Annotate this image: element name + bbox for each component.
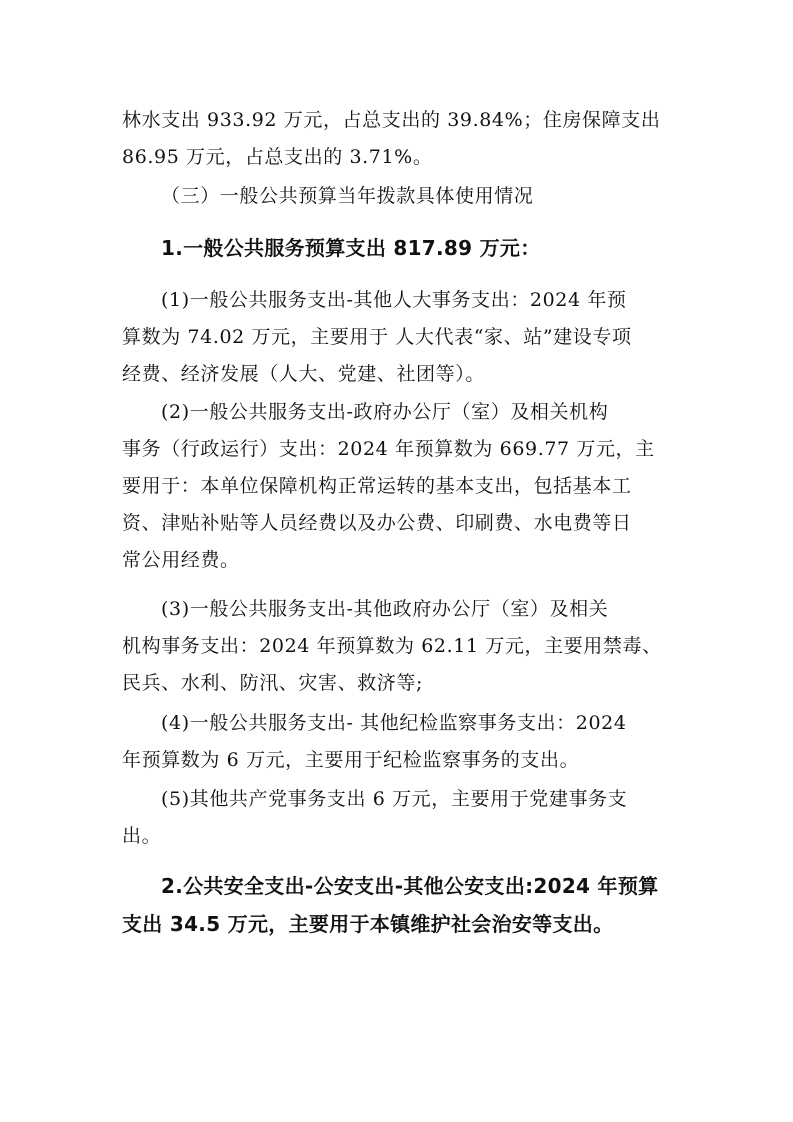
text-line: 要用于：本单位保障机构正常运转的基本支出，包括基本工 xyxy=(122,475,632,497)
text-line: 86.95 万元，占总支出的 3.71%。 xyxy=(122,146,433,168)
subsection-heading: 1.一般公共服务预算支出 817.89 万元： xyxy=(161,236,541,260)
text-line: 出。 xyxy=(122,825,162,847)
text-line: 机构事务支出：2024 年预算数为 62.11 万元，主要用禁毒、 xyxy=(122,635,662,657)
text-line: (5)其他共产党事务支出 6 万元，主要用于党建事务支 xyxy=(161,788,628,810)
text-line: (3)一般公共服务支出-其他政府办公厅（室）及相关 xyxy=(161,598,609,620)
text-line: (2)一般公共服务支出-政府办公厅（室）及相关机构 xyxy=(161,401,609,423)
text-line: 年预算数为 6 万元，主要用于纪检监察事务的支出。 xyxy=(122,749,580,771)
text-line: 常公用经费。 xyxy=(122,549,240,571)
text-line: (4)一般公共服务支出- 其他纪检监察事务支出：2024 xyxy=(161,712,627,734)
text-line: (1)一般公共服务支出-其他人大事务支出：2024 年预 xyxy=(161,289,627,311)
text-line: 林水支出 933.92 万元，占总支出的 39.84%；住房保障支出 xyxy=(122,109,661,131)
subsection-heading: 2.公共安全支出-公安支出-其他公安支出:2024 年预算 xyxy=(161,874,659,898)
text-line: 资、津贴补贴等人员经费以及办公费、印刷费、水电费等日 xyxy=(122,512,632,534)
subsection-heading: 支出 34.5 万元，主要用于本镇维护社会治安等支出。 xyxy=(122,912,614,936)
text-line: 经费、经济发展（人大、党建、社团等）。 xyxy=(122,363,485,385)
text-line: 民兵、水利、防汛、灾害、救济等; xyxy=(122,672,424,694)
text-line: 事务（行政运行）支出：2024 年预算数为 669.77 万元，主 xyxy=(122,438,655,460)
section-heading: （三）一般公共预算当年拨款具体使用情况 xyxy=(161,185,534,207)
text-line: 算数为 74.02 万元，主要用于 人大代表“家、站”建设专项 xyxy=(122,326,632,348)
